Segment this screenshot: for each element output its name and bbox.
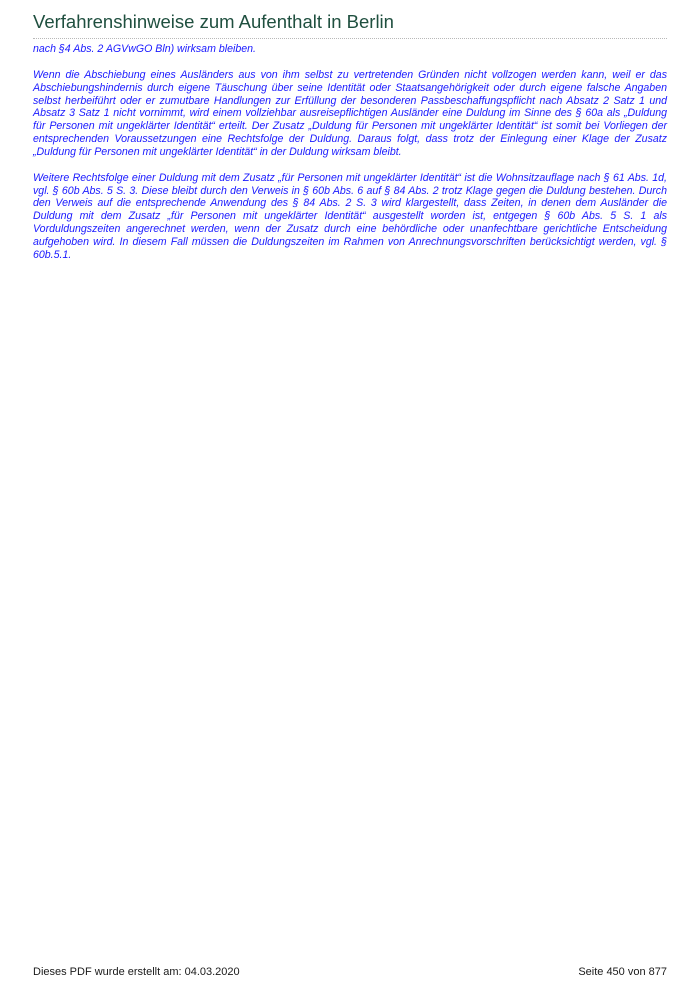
paragraph-wohnsitzauflage: Weitere Rechtsfolge einer Duldung mit dem Zusatz „für Personen mit ungeklärter Identität“ ist die Wohnsitzauflage nach § 61 Abs. 1d, vgl. § 60b Abs. 5 S. 3. Diese bleibt durch den Verweis in § 60b Abs. 6 auf § 84 Abs. 2 trotz Klage gegen die Duldung bestehen. Durch den Verweis auf die entsprechende Anwendung des § 84 Abs. 2 S. 3 wird klargestellt, dass Zeiten, in denen dem Ausländer die Duldung mit dem Zusatz „für Personen mit ungeklärter Identität“ ausgestellt worden ist, entgegen § 60b Abs. 5 S. 1 als Vorduldungszeiten angerechnet werden, wenn der Zusatz durch eine behördliche oder unanfechtbare gerichtliche Entscheidung aufgehoben wird. In diesem Fall müssen die Duldungszeiten im Rahmen von Anrechnungsvorschriften berücksichtigt werden, vgl. § 60b.5.1. <box>33 171 667 261</box>
footer-created-date: Dieses PDF wurde erstellt am: 04.03.2020 <box>33 966 240 978</box>
page-header <box>33 10 667 39</box>
paragraph-duldung-ungeklaerte-identitaet: Wenn die Abschiebung eines Ausländers aus von ihm selbst zu vertretenden Gründen nicht vollzogen werden kann, weil er das Abschiebungshindernis durch eigene Täuschung über seine Identität oder Staatsangehörigkeit oder durch eigene falsche Angaben selbst herbeiführt oder er zumutbare Handlungen zur Erfüllung der besonderen Passbeschaffungspflicht nach Absatz 2 Satz 1 und Absatz 3 Satz 1 nicht vornimmt, wird einem vollziehbar ausreisepflichtigen Ausländer eine Duldung im Sinne des § 60a als „Duldung für Personen mit ungeklärter Identität“ erteilt. Der Zusatz „Duldung für Personen mit ungeklärter Identität“ ist somit bei Vorliegen der entsprechenden Voraussetzungen eine Rechtsfolge der Duldung. Daraus folgt, dass trotz der Einlegung einer Klage der Zusatz „Duldung für Personen mit ungeklärter Identität“ in der Duldung wirksam bleibt. <box>33 68 667 158</box>
document-body <box>33 43 667 275</box>
paragraph-continuation: nach §4 Abs. 2 AGVwGO Bln) wirksam bleiben. <box>33 43 256 55</box>
footer-page-number: Seite 450 von 877 <box>578 966 667 978</box>
header-divider <box>33 38 667 39</box>
document-title: Verfahrenshinweise zum Aufenthalt in Berlin <box>33 11 394 32</box>
